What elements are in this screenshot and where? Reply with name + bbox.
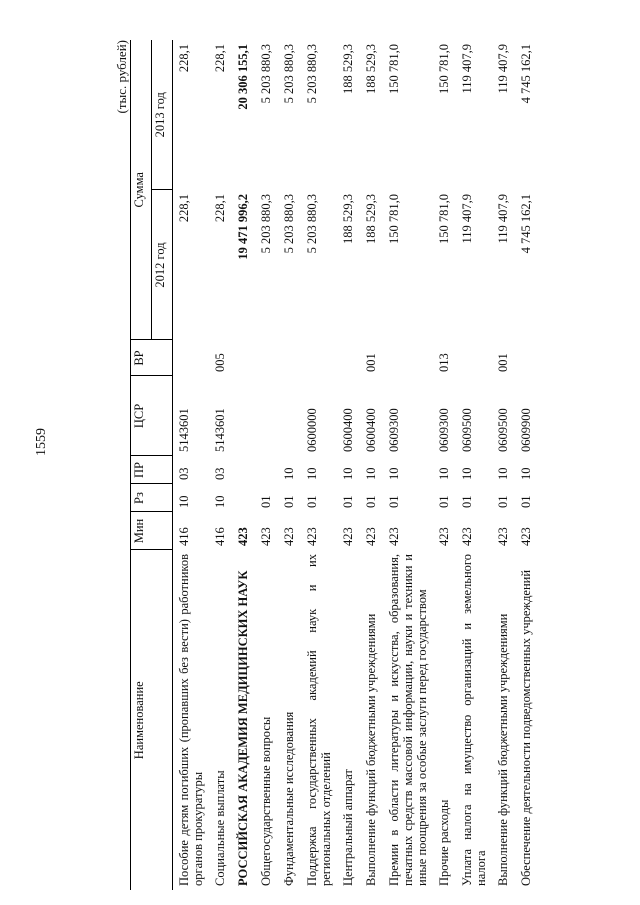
table-row xyxy=(232,40,255,890)
header-sum: Сумма xyxy=(131,40,152,340)
table-cell-pr: 10 xyxy=(282,467,296,480)
table-cell-2012: 5 203 880,3 xyxy=(282,194,296,254)
table-cell-pr: 10 xyxy=(305,467,319,480)
table-cell-csr xyxy=(278,376,301,456)
table-cell-csr: 0609300 xyxy=(387,408,401,452)
table-cell-min: 423 xyxy=(460,527,474,546)
table-row xyxy=(360,40,383,890)
table-cell-rz: 01 xyxy=(460,495,474,508)
table-row xyxy=(337,40,360,890)
table-cell-2012: 19 471 996,2 xyxy=(236,194,250,260)
table-cell-csr: 0609500 xyxy=(496,408,510,452)
table-cell-2012: 150 781,0 xyxy=(437,194,451,244)
table-cell-csr xyxy=(255,376,278,456)
table-cell-vr xyxy=(255,340,278,376)
table-row xyxy=(301,40,337,890)
table-cell-2013: 228,1 xyxy=(177,44,191,73)
table-row xyxy=(209,40,232,890)
table-cell-2012: 228,1 xyxy=(177,194,191,223)
table-cell-2012: 5 203 880,3 xyxy=(259,194,273,254)
header-year-2013: 2013 год xyxy=(152,40,173,190)
table-cell-name: Пособие детям погибших (пропавших без вести) работников органов прокуратуры xyxy=(177,554,205,886)
table-cell-rz: 01 xyxy=(364,495,378,508)
table-cell-2013: 188 529,3 xyxy=(364,44,378,94)
table-cell-rz: 01 xyxy=(305,495,319,508)
table-cell-csr: 0609900 xyxy=(519,408,533,452)
table-cell-min: 423 xyxy=(496,527,510,546)
table-cell-name: Социальные выплаты xyxy=(213,770,227,886)
table-cell-min: 423 xyxy=(519,527,533,546)
table-cell-pr: 10 xyxy=(460,467,474,480)
table-cell-rz: 01 xyxy=(282,495,296,508)
table-cell-pr xyxy=(255,456,278,484)
table-cell-csr: 5143601 xyxy=(177,408,191,452)
table-cell-name: Выполнение функций бюджетными учреждениями xyxy=(364,613,378,886)
table-cell-2013: 20 306 155,1 xyxy=(236,44,250,110)
table-body xyxy=(173,40,539,890)
table-cell-2013: 5 203 880,3 xyxy=(282,44,296,104)
table-cell-2012: 4 745 162,1 xyxy=(519,194,533,254)
table-cell-name: Фундаментальные исследования xyxy=(282,711,296,886)
table-row xyxy=(255,40,278,890)
table-cell-min: 416 xyxy=(213,527,227,546)
budget-table xyxy=(130,40,538,890)
table-cell-csr: 0600400 xyxy=(341,408,355,452)
table-cell-min: 423 xyxy=(282,527,296,546)
table-cell-pr: 03 xyxy=(177,467,191,480)
table-cell-csr: 0609300 xyxy=(437,408,451,452)
table-cell-rz xyxy=(232,484,255,512)
units-note: (тыс. рублей) xyxy=(114,40,129,114)
table-cell-2013: 4 745 162,1 xyxy=(519,44,533,104)
table-cell-2013: 150 781,0 xyxy=(437,44,451,94)
table-cell-name: Премии в области литературы и искусства, образования, печатных средств массовой информации, науки и техники и иные поощрения за особые заслуги перед государством xyxy=(387,554,429,886)
table-cell-name: Уплата налога на имущество организаций и земельного налога xyxy=(460,554,488,886)
table-cell-min: 416 xyxy=(177,527,191,546)
table-cell-vr xyxy=(337,340,360,376)
table-row xyxy=(433,40,456,890)
table-cell-rz: 01 xyxy=(437,495,451,508)
table-cell-min: 423 xyxy=(387,527,401,546)
table-cell-min: 423 xyxy=(341,527,355,546)
table-row xyxy=(173,40,210,890)
table-cell-rz: 01 xyxy=(387,495,401,508)
table-cell-pr: 10 xyxy=(364,467,378,480)
table-cell-name: Общегосударственные вопросы xyxy=(259,716,273,886)
table-cell-2012: 188 529,3 xyxy=(364,194,378,244)
table-cell-vr: 013 xyxy=(437,353,451,372)
header-pr: ПР xyxy=(131,456,173,484)
table-cell-vr xyxy=(456,340,492,376)
table-cell-2013: 5 203 880,3 xyxy=(305,44,319,104)
table-cell-vr xyxy=(515,340,538,376)
table-cell-name: Центральный аппарат xyxy=(341,769,355,886)
table-cell-vr: 001 xyxy=(496,353,510,372)
header-csr: ЦСР xyxy=(131,376,173,456)
header-year-2012: 2012 год xyxy=(152,190,173,340)
table-cell-csr: 0600000 xyxy=(305,408,319,452)
table-cell-min: 423 xyxy=(437,527,451,546)
table-cell-2012: 188 529,3 xyxy=(341,194,355,244)
table-cell-rz: 01 xyxy=(496,495,510,508)
table-cell-pr: 10 xyxy=(387,467,401,480)
table-cell-2012: 150 781,0 xyxy=(387,194,401,244)
table-cell-rz: 10 xyxy=(177,495,191,508)
table-row xyxy=(383,40,433,890)
table-row xyxy=(492,40,515,890)
table-cell-min: 423 xyxy=(364,527,378,546)
table-cell-csr xyxy=(232,376,255,456)
table-cell-csr: 0600400 xyxy=(364,408,378,452)
table-cell-2013: 188 529,3 xyxy=(341,44,355,94)
header-name: Наименование xyxy=(131,550,173,890)
table-cell-min: 423 xyxy=(236,527,250,546)
header-vr: ВР xyxy=(131,340,173,376)
budget-table-sheet xyxy=(108,30,578,890)
table-cell-2012: 228,1 xyxy=(213,194,227,223)
table-cell-2013: 119 407,9 xyxy=(460,44,474,94)
table-cell-2013: 228,1 xyxy=(213,44,227,73)
table-cell-2013: 150 781,0 xyxy=(387,44,401,94)
table-cell-name: Выполнение функций бюджетными учреждениями xyxy=(496,613,510,886)
table-cell-vr xyxy=(301,340,337,376)
header-min: Мин xyxy=(131,512,173,550)
table-cell-min: 423 xyxy=(259,527,273,546)
table-row xyxy=(515,40,538,890)
table-cell-vr xyxy=(278,340,301,376)
table-cell-vr xyxy=(173,340,210,376)
table-cell-pr xyxy=(232,456,255,484)
page-number: 1559 xyxy=(34,428,49,456)
table-cell-name: Обеспечение деятельности подведомственных учреждений xyxy=(519,569,533,886)
table-cell-pr: 10 xyxy=(437,467,451,480)
table-cell-pr: 10 xyxy=(496,467,510,480)
table-cell-2013: 5 203 880,3 xyxy=(259,44,273,104)
table-cell-pr: 10 xyxy=(519,467,533,480)
table-cell-vr xyxy=(232,340,255,376)
table-cell-vr: 005 xyxy=(213,353,227,372)
table-cell-name: РОССИЙСКАЯ АКАДЕМИЯ МЕДИЦИНСКИХ НАУК xyxy=(236,570,250,886)
table-cell-name: Прочие расходы xyxy=(437,799,451,886)
table-row xyxy=(456,40,492,890)
table-cell-vr: 001 xyxy=(364,353,378,372)
table-cell-2013: 119 407,9 xyxy=(496,44,510,94)
table-cell-rz: 01 xyxy=(341,495,355,508)
table-cell-rz: 10 xyxy=(213,495,227,508)
table-cell-2012: 119 407,9 xyxy=(496,194,510,244)
table-cell-rz: 01 xyxy=(519,495,533,508)
header-rz: Рз xyxy=(131,484,173,512)
table-cell-csr: 0609500 xyxy=(460,408,474,452)
table-cell-rz: 01 xyxy=(259,495,273,508)
table-cell-vr xyxy=(383,340,433,376)
table-cell-2012: 119 407,9 xyxy=(460,194,474,244)
table-cell-pr: 10 xyxy=(341,467,355,480)
table-cell-pr: 03 xyxy=(213,467,227,480)
table-cell-name: Поддержка государственных академий наук и их региональных отделений xyxy=(305,554,333,886)
table-cell-min: 423 xyxy=(305,527,319,546)
table-row xyxy=(278,40,301,890)
table-cell-csr: 5143601 xyxy=(213,408,227,452)
table-cell-2012: 5 203 880,3 xyxy=(305,194,319,254)
